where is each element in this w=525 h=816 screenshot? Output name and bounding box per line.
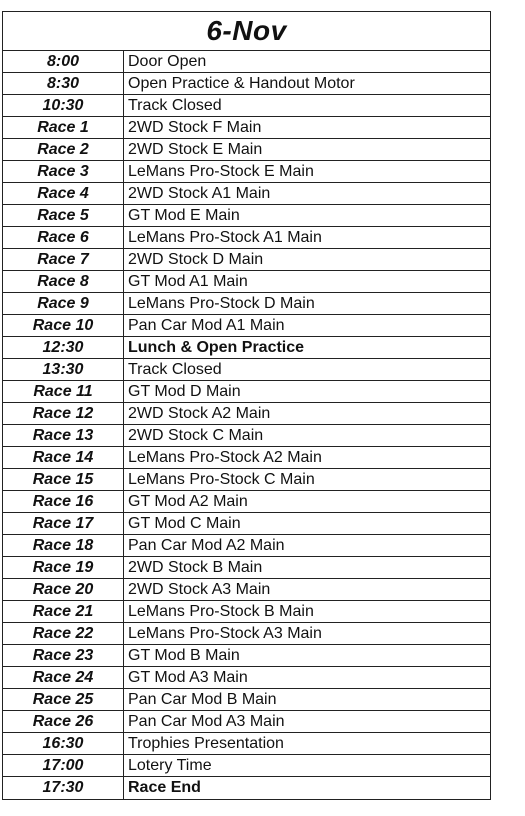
event-cell: 2WD Stock A1 Main	[128, 184, 271, 202]
schedule-row	[3, 689, 490, 711]
event-cell: GT Mod B Main	[128, 646, 240, 664]
time-cell: 10:30	[3, 95, 124, 116]
time-cell: Race 1	[3, 117, 124, 138]
event-cell: LeMans Pro-Stock A3 Main	[128, 624, 322, 642]
event-cell: LeMans Pro-Stock E Main	[128, 162, 314, 180]
schedule-row	[3, 161, 490, 183]
time-cell: Race 22	[3, 623, 124, 644]
time-cell: Race 13	[3, 425, 124, 446]
schedule-row	[3, 733, 490, 755]
schedule-row	[3, 557, 490, 579]
time-cell: 17:00	[3, 755, 124, 776]
time-cell: Race 8	[3, 271, 124, 292]
event-cell: 2WD Stock E Main	[128, 140, 263, 158]
schedule-row	[3, 95, 490, 117]
time-cell: 12:30	[3, 337, 124, 358]
event-cell: Race End	[128, 779, 201, 796]
schedule-row	[3, 293, 490, 315]
schedule-row	[3, 315, 490, 337]
time-cell: Race 16	[3, 491, 124, 512]
time-cell: 8:00	[3, 51, 124, 72]
schedule-row	[3, 359, 490, 381]
time-cell: Race 23	[3, 645, 124, 666]
event-cell: GT Mod C Main	[128, 514, 241, 532]
schedule-title: 6-Nov	[3, 12, 490, 51]
event-cell: 2WD Stock F Main	[128, 118, 262, 136]
time-cell: Race 14	[3, 447, 124, 468]
schedule-row	[3, 183, 490, 205]
time-cell: 17:30	[3, 777, 124, 799]
time-cell: Race 26	[3, 711, 124, 732]
schedule-row	[3, 623, 490, 645]
schedule-rows	[3, 51, 490, 799]
time-cell: Race 11	[3, 381, 124, 402]
schedule-row	[3, 425, 490, 447]
schedule-row	[3, 513, 490, 535]
event-cell: Lotery Time	[128, 756, 212, 774]
schedule-row	[3, 51, 490, 73]
schedule-row	[3, 645, 490, 667]
schedule-row	[3, 117, 490, 139]
schedule-row	[3, 535, 490, 557]
time-cell: Race 3	[3, 161, 124, 182]
schedule-row	[3, 139, 490, 161]
schedule-row	[3, 381, 490, 403]
event-cell: LeMans Pro-Stock A2 Main	[128, 448, 322, 466]
schedule-row	[3, 447, 490, 469]
schedule-table	[2, 11, 491, 800]
event-cell: GT Mod A2 Main	[128, 492, 248, 510]
event-cell: Door Open	[128, 52, 207, 70]
time-cell: Race 15	[3, 469, 124, 490]
event-cell: LeMans Pro-Stock A1 Main	[128, 228, 322, 246]
time-cell: Race 20	[3, 579, 124, 600]
event-cell: Pan Car Mod A3 Main	[128, 712, 285, 730]
event-cell: LeMans Pro-Stock D Main	[128, 294, 315, 312]
time-cell: 8:30	[3, 73, 124, 94]
time-cell: Race 9	[3, 293, 124, 314]
event-cell: Pan Car Mod B Main	[128, 690, 277, 708]
event-cell: LeMans Pro-Stock B Main	[128, 602, 314, 620]
event-cell: Pan Car Mod A2 Main	[128, 536, 285, 554]
time-cell: Race 19	[3, 557, 124, 578]
schedule-row	[3, 667, 490, 689]
event-cell: GT Mod A3 Main	[128, 668, 248, 686]
schedule-row	[3, 601, 490, 623]
schedule-row	[3, 271, 490, 293]
time-cell: Race 6	[3, 227, 124, 248]
time-cell: Race 21	[3, 601, 124, 622]
time-cell: Race 10	[3, 315, 124, 336]
time-cell: Race 5	[3, 205, 124, 226]
schedule-row	[3, 469, 490, 491]
event-cell: 2WD Stock D Main	[128, 250, 264, 268]
schedule-row	[3, 403, 490, 425]
schedule-row	[3, 249, 490, 271]
schedule-row	[3, 777, 490, 799]
schedule-row	[3, 73, 490, 95]
schedule-row	[3, 205, 490, 227]
event-cell: LeMans Pro-Stock C Main	[128, 470, 315, 488]
event-cell: GT Mod E Main	[128, 206, 240, 224]
time-cell: 16:30	[3, 733, 124, 754]
schedule-row	[3, 711, 490, 733]
schedule-row	[3, 755, 490, 777]
event-cell: Track Closed	[128, 360, 222, 378]
time-cell: Race 17	[3, 513, 124, 534]
time-cell: Race 18	[3, 535, 124, 556]
event-cell: Lunch & Open Practice	[128, 338, 305, 356]
event-cell: 2WD Stock B Main	[128, 558, 263, 576]
time-cell: Race 4	[3, 183, 124, 204]
event-cell: 2WD Stock A2 Main	[128, 404, 271, 422]
event-cell: 2WD Stock C Main	[128, 426, 264, 444]
event-cell: 2WD Stock A3 Main	[128, 580, 271, 598]
schedule-row	[3, 579, 490, 601]
time-cell: Race 7	[3, 249, 124, 270]
schedule-row	[3, 227, 490, 249]
event-cell: GT Mod A1 Main	[128, 272, 248, 290]
event-cell: Trophies Presentation	[128, 734, 284, 752]
event-cell: GT Mod D Main	[128, 382, 241, 400]
schedule-row	[3, 337, 490, 359]
event-cell: Track Closed	[128, 96, 222, 114]
time-cell: Race 12	[3, 403, 124, 424]
schedule-row	[3, 491, 490, 513]
event-cell: Pan Car Mod A1 Main	[128, 316, 285, 334]
event-cell: Open Practice & Handout Motor	[128, 74, 355, 92]
time-cell: Race 2	[3, 139, 124, 160]
time-cell: Race 24	[3, 667, 124, 688]
time-cell: 13:30	[3, 359, 124, 380]
time-cell: Race 25	[3, 689, 124, 710]
